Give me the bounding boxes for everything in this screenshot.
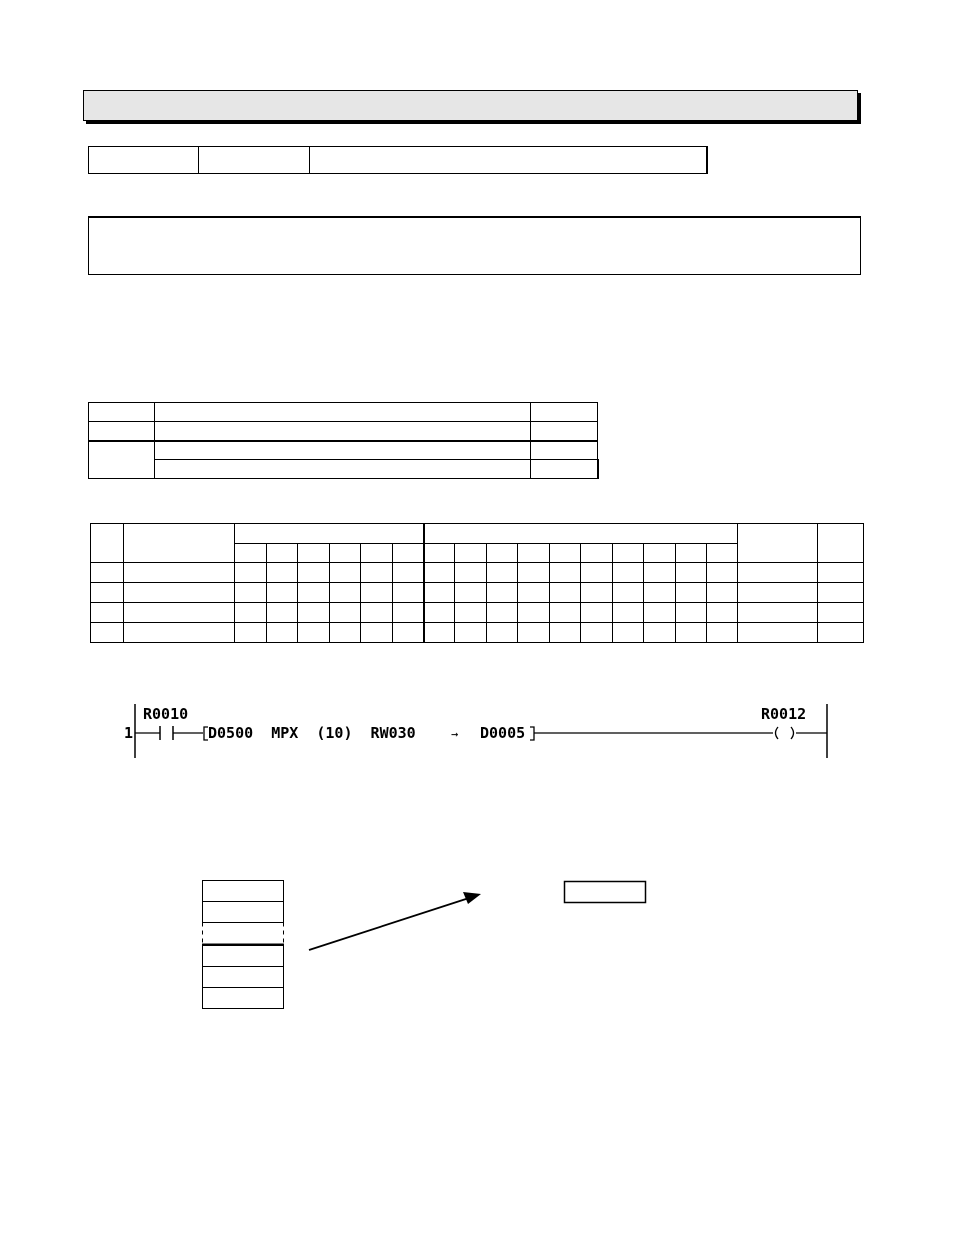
rung-number: 1: [124, 724, 134, 742]
destination-register-box: [565, 882, 646, 903]
selection-arrow-line: [309, 898, 469, 950]
header-cell-1: [89, 147, 199, 173]
transfer-arrow: →: [451, 727, 459, 741]
operation-diagram: [195, 870, 655, 1015]
destination-operand: D0005: [480, 724, 526, 742]
instruction-header-table: [88, 146, 708, 174]
header-cell-2: [199, 147, 310, 173]
parameter-table: [88, 402, 599, 479]
coil-symbol: [776, 727, 828, 739]
selection-arrow-head: [463, 892, 481, 904]
source-register-stack: [202, 881, 284, 1009]
header-cell-3: [310, 147, 706, 173]
input-contact-label: R0010: [143, 705, 189, 723]
usable-devices-table: [90, 523, 864, 643]
ladder-diagram: [118, 700, 838, 762]
contact-symbol: [135, 726, 203, 740]
instruction-text: D0500 MPX (10) RW030: [208, 724, 416, 742]
instruction-close-bracket: [530, 727, 534, 740]
section-title-bar: [83, 90, 858, 121]
output-coil-label: R0012: [761, 705, 807, 723]
function-description-box: [88, 216, 861, 275]
